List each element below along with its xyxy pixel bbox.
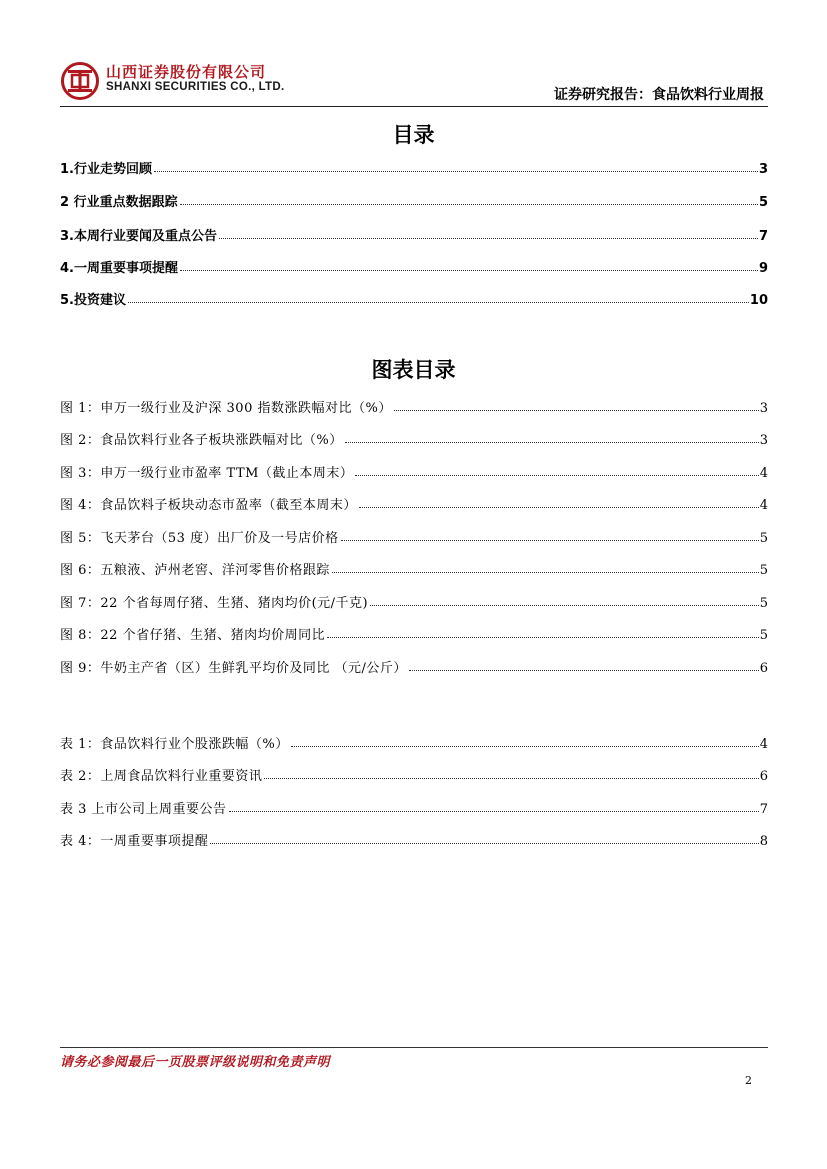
figure-item-page: 3 (759, 433, 768, 448)
figure-list-item[interactable] (60, 526, 768, 546)
dot-leader (229, 811, 759, 812)
figure-item-label: 图 7：22 个省每周仔猪、生猪、猪肉均价(元/千克) (60, 596, 369, 611)
figure-item-label: 图 2：食品饮料行业各子板块涨跌幅对比（%） (60, 433, 343, 448)
figure-list-item[interactable] (60, 623, 768, 643)
toc-item-page: 10 (749, 293, 768, 308)
toc-item[interactable] (60, 288, 768, 308)
dot-leader (355, 475, 758, 476)
figure-list-item[interactable] (60, 396, 768, 416)
figure-item-label: 图 9：牛奶主产省（区）生鲜乳平均价及同比 （元/公斤） (60, 661, 407, 676)
figure-item-page: 5 (759, 628, 768, 643)
figure-item-page: 5 (759, 596, 768, 611)
dot-leader (180, 204, 758, 205)
table-item-page: 7 (759, 802, 768, 817)
table-item-label: 表 3 上市公司上周重要公告 (60, 802, 227, 817)
figure-item-label: 图 5：飞天茅台（53 度）出厂价及一号店价格 (60, 531, 339, 546)
dot-leader (264, 778, 758, 779)
company-name-cn: 山西证券股份有限公司 (106, 63, 267, 81)
dot-leader (394, 410, 759, 411)
figure-item-label: 图 3：申万一级行业市盈率 TTM（截止本周末） (60, 466, 354, 481)
company-name-en: SHANXI SECURITIES CO., LTD. (106, 81, 285, 93)
figure-item-label: 图 6：五粮液、泸州老窖、洋河零售价格跟踪 (60, 563, 330, 578)
page-header (60, 58, 768, 106)
figure-list-item[interactable] (60, 461, 768, 481)
table-item-page: 6 (759, 769, 768, 784)
dot-leader (409, 670, 759, 671)
toc-item-label: 5.投资建议 (60, 293, 126, 308)
dot-leader (345, 442, 759, 443)
table-list-item[interactable] (60, 797, 768, 817)
dot-leader (370, 605, 759, 606)
toc-item[interactable] (60, 224, 768, 244)
company-logo-icon (60, 61, 100, 101)
figure-item-label: 图 8：22 个省仔猪、生猪、猪肉均价周同比 (60, 628, 326, 643)
page-number: 2 (745, 1074, 752, 1087)
figure-item-label: 图 1：申万一级行业及沪深 300 指数涨跌幅对比（%） (60, 401, 392, 416)
dot-leader (359, 507, 759, 508)
table-list-item[interactable] (60, 829, 768, 849)
toc-item-label: 4.一周重要事项提醒 (60, 261, 178, 276)
dot-leader (128, 302, 749, 303)
toc-item[interactable] (60, 256, 768, 276)
figure-list-item[interactable] (60, 591, 768, 611)
figure-item-label: 图 4：食品饮料子板块动态市盈率（截至本周末） (60, 498, 357, 513)
toc-item-label: 3.本周行业要闻及重点公告 (60, 229, 217, 244)
dot-leader (291, 746, 759, 747)
disclaimer-text: 请务必参阅最后一页股票评级说明和免责声明 (60, 1055, 331, 1070)
table-item-label: 表 2：上周食品饮料行业重要资讯 (60, 769, 263, 784)
figure-item-page: 4 (759, 466, 768, 481)
toc-item-page: 3 (758, 162, 768, 177)
figure-list-item[interactable] (60, 558, 768, 578)
table-item-label: 表 1：食品饮料行业个股涨跌幅（%） (60, 737, 289, 752)
figure-item-page: 3 (759, 401, 768, 416)
toc-item-label: 1.行业走势回顾 (60, 162, 152, 177)
table-item-label: 表 4：一周重要事项提醒 (60, 834, 209, 849)
figure-item-page: 4 (759, 498, 768, 513)
figure-item-page: 6 (759, 661, 768, 676)
dot-leader (180, 270, 758, 271)
header-divider (60, 106, 768, 107)
figure-list-item[interactable] (60, 493, 768, 513)
toc-title: 目录 (392, 123, 435, 147)
toc-item[interactable] (60, 190, 768, 210)
report-title: 证券研究报告：食品饮料行业周报 (554, 87, 764, 103)
figure-list-item[interactable] (60, 656, 768, 676)
dot-leader (154, 171, 758, 172)
dot-leader (332, 572, 759, 573)
table-item-page: 4 (759, 737, 768, 752)
table-list-item[interactable] (60, 732, 768, 752)
figure-list-item[interactable] (60, 428, 768, 448)
footer-divider (60, 1047, 768, 1048)
toc-item-page: 5 (758, 195, 768, 210)
table-item-page: 8 (759, 834, 768, 849)
toc-item-label: 2 行业重点数据跟踪 (60, 195, 178, 210)
toc-item[interactable] (60, 157, 768, 177)
dot-leader (210, 843, 758, 844)
figure-item-page: 5 (759, 563, 768, 578)
dot-leader (341, 540, 759, 541)
table-list-item[interactable] (60, 764, 768, 784)
figure-item-page: 5 (759, 531, 768, 546)
dot-leader (327, 637, 759, 638)
toc-item-page: 9 (758, 261, 768, 276)
figure-list-title: 图表目录 (371, 358, 456, 382)
toc-item-page: 7 (758, 229, 768, 244)
dot-leader (219, 238, 758, 239)
